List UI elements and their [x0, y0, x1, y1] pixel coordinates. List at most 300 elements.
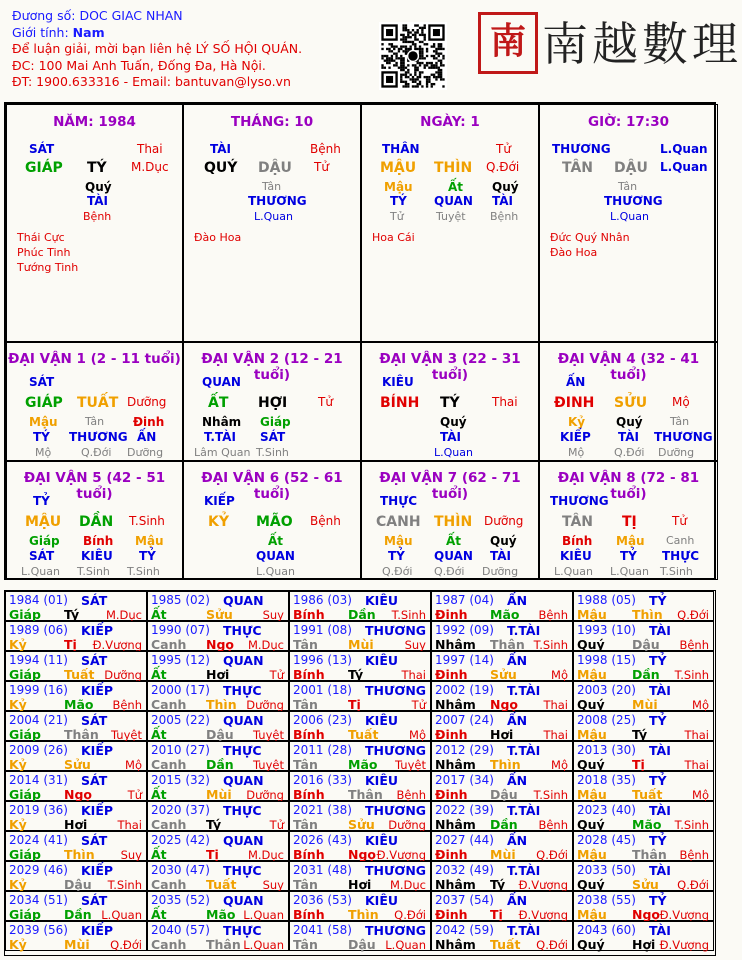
year-cell [147, 621, 289, 651]
year-stem: Ất [151, 667, 167, 682]
chart-text: TÀI [492, 194, 514, 208]
chart-text: Quý [490, 534, 517, 548]
year-label: 2040 (57) [151, 923, 210, 937]
year-star: THƯƠNG [365, 623, 427, 638]
year-label: 1996 (13) [293, 653, 352, 667]
year-stem: Nhâm [435, 877, 476, 892]
year-stem: Nhâm [435, 817, 476, 832]
year-star: KIẾP [81, 683, 114, 698]
chart-text: Tân [262, 180, 282, 193]
year-star: THỰC [223, 923, 262, 938]
dai-van-2 [183, 342, 361, 461]
chart-text: KIÊU [560, 549, 592, 563]
year-cell [289, 831, 431, 861]
chart-text: Bệnh [490, 210, 519, 223]
chart-text: Phúc Tinh [17, 246, 71, 259]
year-cell [573, 771, 714, 801]
year-cell [147, 711, 289, 741]
chart-text: TUẤT [77, 395, 119, 411]
year-cell [147, 891, 289, 921]
year-branch: Thân [632, 847, 667, 862]
dai-van-6 [183, 461, 361, 580]
chart-text: T.Sinh [256, 446, 289, 459]
year-branch: Dậu [64, 877, 92, 892]
year-phase: Mộ [692, 698, 709, 712]
year-stem: Nhâm [435, 637, 476, 652]
address-line: ĐC: 100 Mai Anh Tuấn, Đống Đa, Hà Nội. [12, 57, 266, 73]
chart-text: T.Sinh [129, 514, 165, 528]
year-cell [5, 831, 147, 861]
chart-text: Bệnh [83, 210, 112, 223]
year-star: TỶ [649, 713, 667, 728]
year-cell [147, 921, 289, 951]
chart-text: Đào Hoa [550, 246, 598, 259]
chart-text: L.Quan [256, 565, 295, 578]
year-cell [431, 621, 573, 651]
year-star: ẤN [507, 653, 528, 668]
chart-text: Tử [672, 514, 687, 528]
chart-text: THƯƠNG [604, 194, 663, 208]
year-stem: Đinh [435, 607, 468, 622]
year-stem: Mậu [577, 787, 607, 802]
dai-van-5 [6, 461, 183, 580]
chart-text: Bính [83, 534, 114, 548]
year-stem: Giáp [9, 847, 41, 862]
year-phase: Thai [684, 758, 709, 772]
year-stem: Tân [293, 697, 318, 712]
year-cell [431, 591, 573, 621]
year-star: KIÊU [365, 653, 399, 668]
chart-text: TỊ [622, 514, 637, 530]
dai-van-title: ĐẠI VẬN 8 (72 - 81 tuổi) [557, 470, 700, 502]
year-branch: Dần [632, 667, 660, 682]
chart-text: Mậu [384, 534, 413, 548]
year-stem: Quý [577, 877, 605, 892]
owner-line: Đương số: DOC GIAC NHAN [12, 8, 183, 23]
year-cell [289, 591, 431, 621]
year-phase: Tuyệt [111, 728, 142, 742]
year-label: 2019 (36) [9, 803, 68, 817]
year-label: 2022 (39) [435, 803, 494, 817]
dai-van-title: ĐẠI VẬN 4 (32 - 41 tuổi) [557, 351, 700, 383]
year-branch: Tị [206, 847, 219, 862]
year-cell [573, 861, 714, 891]
year-label: 1993 (10) [577, 623, 636, 637]
year-label: 2006 (23) [293, 713, 352, 727]
year-cell [5, 801, 147, 831]
chart-text: TỶ [139, 549, 156, 563]
year-branch: Hợi [348, 877, 372, 892]
chart-text: L.Quan [21, 565, 60, 578]
chart-text: Giáp [260, 415, 291, 429]
year-cell [289, 651, 431, 681]
year-branch: Dậu [206, 727, 234, 742]
year-label: 1997 (14) [435, 653, 494, 667]
chart-text: TÂN [562, 514, 594, 530]
chart-text: Tử [318, 395, 333, 409]
year-star: KIÊU [365, 713, 399, 728]
year-label: 2030 (47) [151, 863, 210, 877]
year-branch: Tuất [490, 937, 521, 952]
year-cell [5, 741, 147, 771]
year-star: SÁT [81, 653, 108, 668]
year-phase: T.Sinh [674, 668, 709, 682]
dai-van-title: ĐẠI VẬN 1 (2 - 11 tuổi) [8, 351, 181, 367]
year-label: 2041 (58) [293, 923, 352, 937]
year-branch: Ngọ [348, 847, 376, 862]
dai-van-title: ĐẠI VẬN 6 (52 - 61 tuổi) [201, 470, 343, 502]
year-branch: Dần [348, 607, 376, 622]
year-label: 2003 (20) [577, 683, 636, 697]
year-label: 2004 (21) [9, 713, 68, 727]
gender-line: Giới tính: Nam [12, 24, 105, 40]
year-branch: Dần [490, 817, 518, 832]
year-cell [573, 921, 714, 951]
dai-van-title: ĐẠI VẬN 3 (22 - 31 tuổi) [379, 351, 521, 383]
year-star: QUAN [223, 893, 264, 908]
year-cell [431, 801, 573, 831]
year-stem: Nhâm [435, 937, 476, 952]
year-label: 2018 (35) [577, 773, 636, 787]
year-branch: Thân [490, 637, 525, 652]
year-branch: Tý [64, 607, 80, 622]
chart-text: Tân [618, 180, 638, 193]
year-label: 2007 (24) [435, 713, 494, 727]
year-branch: Mùi [206, 787, 232, 802]
year-star: TÀI [649, 683, 671, 698]
year-phase: L.Quan [101, 908, 142, 922]
chart-text: MẬU [380, 160, 417, 176]
year-star: KIÊU [365, 773, 399, 788]
year-branch: Ngọ [632, 907, 660, 922]
year-star: T.TÀI [507, 743, 541, 758]
chart-text: L.Quan [660, 142, 708, 156]
year-phase: Mộ [551, 758, 568, 772]
year-star: THƯƠNG [365, 863, 427, 878]
chart-text: TÀI [210, 142, 232, 156]
chart-text: Giáp [29, 534, 60, 548]
year-label: 1991 (08) [293, 623, 352, 637]
chart-text: Tuyệt [436, 210, 466, 223]
chart-text: THỰC [380, 494, 418, 508]
year-phase: Suy [120, 848, 142, 862]
year-cell [289, 801, 431, 831]
chart-text: Dưỡng [127, 395, 167, 409]
year-phase: Mộ [125, 758, 142, 772]
chart-text: HỢI [258, 395, 288, 411]
year-star: T.TÀI [507, 863, 541, 878]
pillar-title: GIỜ: 17:30 [588, 114, 669, 130]
year-branch: Sửu [348, 817, 375, 832]
year-stem: Ất [151, 727, 167, 742]
dai-van-7 [361, 461, 539, 580]
year-star: ẤN [507, 713, 528, 728]
year-star: QUAN [223, 773, 264, 788]
year-phase: Q.Đới [677, 608, 709, 622]
chart-text: SỬU [614, 395, 648, 411]
chart-text: SÁT [29, 549, 55, 563]
year-branch: Tị [64, 637, 77, 652]
logo-title: 南越數理 [542, 17, 742, 71]
chart-text: SÁT [29, 142, 55, 156]
year-star: THỰC [223, 743, 262, 758]
chart-text: L.Quan [610, 565, 649, 578]
year-star: SÁT [81, 833, 108, 848]
year-branch: Dậu [632, 637, 660, 652]
year-stem: Canh [151, 937, 187, 952]
year-phase: Suy [262, 608, 284, 622]
year-stem: Quý [577, 697, 605, 712]
year-cell [289, 711, 431, 741]
year-label: 2015 (32) [151, 773, 210, 787]
year-branch: Mão [64, 697, 94, 712]
year-cell [147, 741, 289, 771]
contact-invite: Để luận giải, mời bạn liên hệ LÝ SỐ HỘI QUÁN. [12, 41, 303, 57]
year-label: 2037 (54) [435, 893, 494, 907]
year-cell [573, 711, 714, 741]
year-stem: Tân [293, 877, 318, 892]
year-phase: Q.Đới [536, 938, 568, 952]
year-stem: Kỷ [9, 757, 27, 772]
year-label: 2008 (25) [577, 713, 636, 727]
chart-text: Mộ [568, 446, 585, 459]
year-cell [147, 651, 289, 681]
year-stem: Quý [577, 757, 605, 772]
year-star: THỰC [223, 683, 262, 698]
year-star: QUAN [223, 653, 264, 668]
year-cell [573, 621, 714, 651]
year-phase: Mộ [409, 728, 426, 742]
year-label: 1998 (15) [577, 653, 636, 667]
chart-text: Tân [85, 415, 105, 428]
year-star: ẤN [507, 773, 528, 788]
year-branch: Sửu [632, 877, 659, 892]
chart-text: T.Sinh [660, 565, 693, 578]
chart-text: ẤN [566, 375, 586, 389]
chart-text: GIÁP [25, 160, 63, 176]
phone-email-line: ĐT: 1900.633316 - Email: bantuvan@lyso.vn [12, 74, 291, 90]
year-label: 2011 (28) [293, 743, 352, 757]
year-branch: Dậu [490, 787, 518, 802]
chart-text: Tử [496, 142, 511, 156]
year-label: 1987 (04) [435, 593, 494, 607]
year-stem: Canh [151, 637, 187, 652]
year-cell [573, 741, 714, 771]
chart-text: Dưỡng [484, 514, 524, 528]
year-label: 2025 (42) [151, 833, 210, 847]
year-cell [289, 921, 431, 951]
year-star: THƯƠNG [365, 803, 427, 818]
year-branch: Ngọ [490, 697, 518, 712]
chart-text: TỶ [388, 549, 405, 563]
year-label: 2035 (52) [151, 893, 210, 907]
year-phase: Tử [269, 818, 284, 832]
year-cell [147, 771, 289, 801]
year-branch: Tuất [206, 877, 237, 892]
year-cell [5, 591, 147, 621]
year-stem: Mậu [577, 907, 607, 922]
year-stem: Ất [151, 607, 167, 622]
year-branch: Thìn [206, 697, 237, 712]
year-cell [5, 621, 147, 651]
year-star: QUAN [223, 833, 264, 848]
year-stem: Nhâm [435, 697, 476, 712]
year-branch: Hợi [490, 727, 514, 742]
year-star: THƯƠNG [365, 683, 427, 698]
year-label: 2017 (34) [435, 773, 494, 787]
chart-text: THƯƠNG [69, 430, 128, 444]
year-cell [573, 801, 714, 831]
year-phase: Dưỡng [104, 668, 142, 682]
year-label: 2024 (41) [9, 833, 68, 847]
year-branch: Tuất [632, 787, 663, 802]
year-cell [5, 771, 147, 801]
year-cell [431, 861, 573, 891]
dai-van-8 [539, 461, 718, 580]
year-branch: Mùi [632, 697, 658, 712]
chart-text: M.Dục [131, 160, 169, 174]
year-cell [573, 651, 714, 681]
year-phase: Q.Đới [110, 938, 142, 952]
year-stem: Tân [293, 637, 318, 652]
chart-text: Mậu [616, 534, 645, 548]
year-branch: Hợi [64, 817, 88, 832]
chart-text: Thai [492, 395, 518, 409]
year-branch: Dậu [348, 937, 376, 952]
chart-text: DẬU [258, 160, 292, 176]
chart-text: KIẾP [560, 430, 591, 444]
year-phase: Q.Đới [677, 878, 709, 892]
year-branch: Ngọ [206, 637, 234, 652]
year-branch: Tị [632, 757, 645, 772]
year-phase: Thai [543, 728, 568, 742]
dai-van-title: ĐẠI VẬN 7 (62 - 71 tuổi) [379, 470, 521, 502]
year-cell [431, 771, 573, 801]
year-branch: Thìn [490, 757, 521, 772]
chart-text: Thái Cực [17, 231, 65, 244]
year-stem: Kỷ [9, 637, 27, 652]
year-stem: Kỷ [9, 937, 27, 952]
year-phase: L.Quan [243, 938, 284, 952]
year-label: 2010 (27) [151, 743, 210, 757]
year-stem: Kỷ [9, 697, 27, 712]
year-cell [5, 711, 147, 741]
year-phase: L.Quan [243, 908, 284, 922]
chart-text: TÝ [87, 160, 107, 176]
annual-table [4, 590, 716, 956]
year-star: THƯƠNG [365, 743, 427, 758]
year-phase: Q.Đới [394, 908, 426, 922]
year-phase: Đ.Vượng [659, 908, 709, 922]
dai-van-title: ĐẠI VẬN 5 (42 - 51 tuổi) [23, 470, 166, 502]
chart-text: TÝ [390, 194, 407, 208]
year-phase: Suy [262, 878, 284, 892]
year-branch: Thìn [348, 907, 379, 922]
chart-text: QUAN [202, 375, 241, 389]
year-cell [573, 831, 714, 861]
year-stem: Kỷ [9, 817, 27, 832]
year-stem: Quý [577, 817, 605, 832]
year-star: TỶ [649, 893, 667, 908]
year-star: KIÊU [365, 593, 399, 608]
year-star: TÀI [649, 863, 671, 878]
year-label: 2033 (50) [577, 863, 636, 877]
chart-text: SÁT [29, 375, 55, 389]
year-star: ẤN [507, 893, 528, 908]
year-label: 2013 (30) [577, 743, 636, 757]
year-stem: Bính [293, 787, 325, 802]
chart-text: QUAN [434, 194, 473, 208]
year-branch: Tý [206, 817, 222, 832]
year-branch: Tị [348, 697, 361, 712]
year-cell [573, 591, 714, 621]
year-star: ẤN [507, 593, 528, 608]
year-star: TÀI [649, 803, 671, 818]
year-phase: Mộ [551, 668, 568, 682]
year-cell [431, 741, 573, 771]
year-stem: Giáp [9, 727, 41, 742]
year-phase: L.Quan [385, 938, 426, 952]
year-branch: Mùi [348, 637, 374, 652]
chart-text: KIÊU [81, 549, 113, 563]
year-stem: Ất [151, 907, 167, 922]
year-cell [431, 651, 573, 681]
chart-text: Mậu [384, 180, 413, 194]
chart-text: Kỷ [568, 415, 586, 429]
year-star: SÁT [81, 713, 108, 728]
year-branch: Thân [348, 787, 383, 802]
chart-text: L.Quan [610, 210, 649, 223]
year-label: 2020 (37) [151, 803, 210, 817]
chart-text: KIÊU [382, 375, 414, 389]
year-label: 1986 (03) [293, 593, 352, 607]
chart-text: Đinh [133, 415, 165, 429]
year-stem: Mậu [577, 667, 607, 682]
chart-text: THƯƠNG [248, 194, 307, 208]
year-branch: Tý [490, 877, 506, 892]
year-cell [147, 681, 289, 711]
chart-text: Quý [492, 180, 519, 194]
chart-text: Đào Hoa [194, 231, 242, 244]
chart-text: Hoa Cái [372, 231, 415, 244]
year-phase: Bệnh [679, 848, 709, 862]
year-cell [573, 891, 714, 921]
year-label: 2009 (26) [9, 743, 68, 757]
year-stem: Quý [577, 637, 605, 652]
pillar-grid [4, 102, 716, 580]
year-phase: Bệnh [112, 698, 142, 712]
chart-text: TÀI [490, 549, 512, 563]
chart-text: TỶ [33, 494, 50, 508]
year-label: 2021 (38) [293, 803, 352, 817]
chart-text: ĐINH [554, 395, 595, 411]
pillar-hour [539, 104, 718, 342]
year-label: 2016 (33) [293, 773, 352, 787]
year-phase: Bệnh [396, 788, 426, 802]
year-phase: Bệnh [538, 608, 568, 622]
chart-text: Ất [446, 534, 462, 548]
pillar-day [361, 104, 539, 342]
chart-text: Q.Đới [81, 446, 112, 459]
chart-text: T.TÀI [204, 430, 236, 444]
year-label: 2028 (45) [577, 833, 636, 847]
year-branch: Tuất [348, 727, 379, 742]
year-star: QUAN [223, 713, 264, 728]
chart-text: Quý [85, 180, 112, 194]
year-stem: Canh [151, 757, 187, 772]
year-star: KIÊU [365, 833, 399, 848]
pillar-title: NGÀY: 1 [420, 114, 480, 130]
